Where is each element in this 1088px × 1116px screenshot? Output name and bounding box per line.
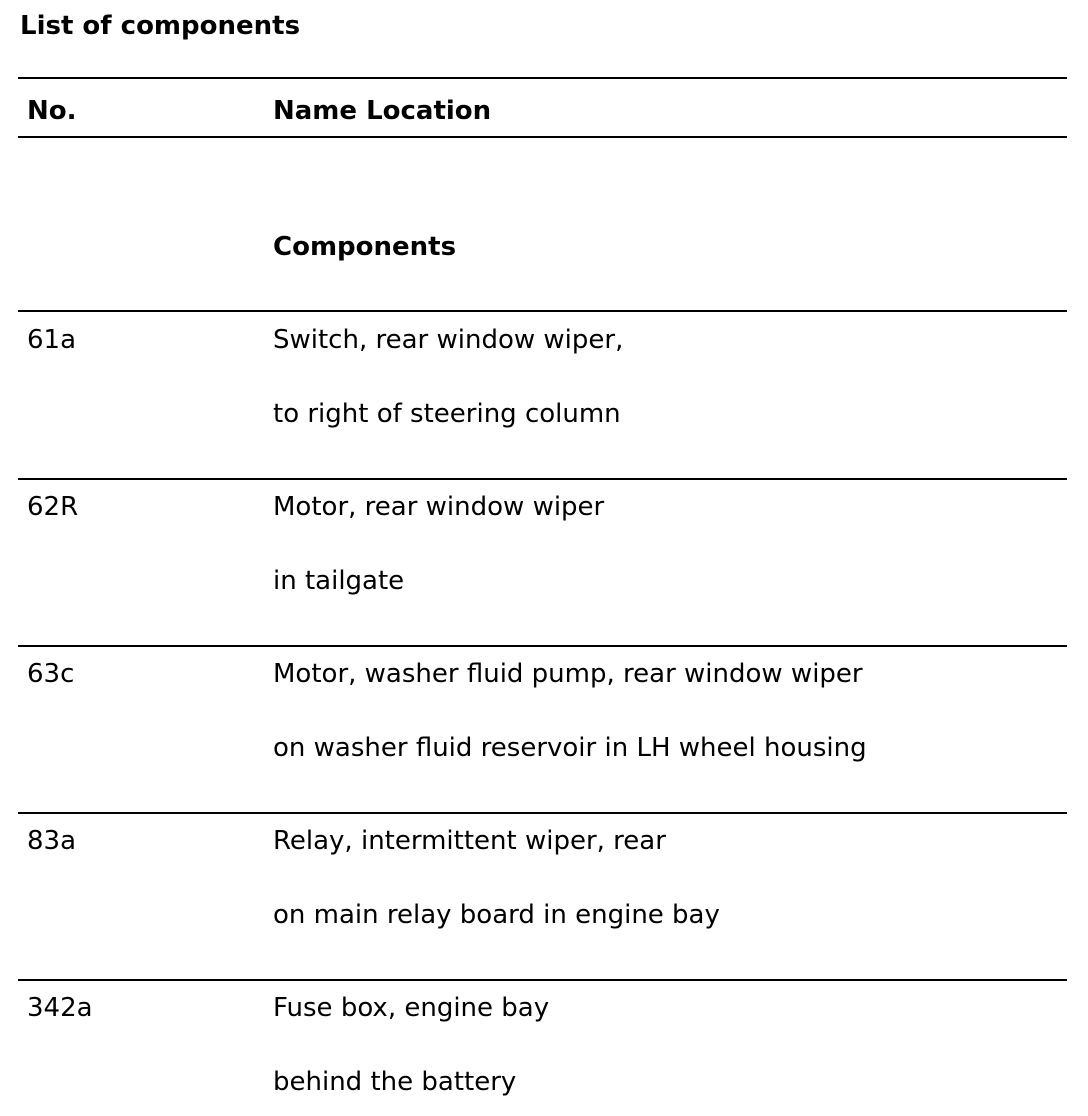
- page-title: List of components: [20, 11, 301, 41]
- component-location: in tailgate: [273, 566, 405, 596]
- row-divider: [18, 979, 1067, 981]
- component-location: on main relay board in engine bay: [273, 900, 720, 930]
- row-divider: [18, 478, 1067, 480]
- component-no: 83a: [27, 826, 77, 856]
- component-location: behind the battery: [273, 1067, 517, 1097]
- component-name: Motor, rear window wiper: [273, 492, 605, 522]
- section-heading: Components: [273, 232, 457, 262]
- component-no: 63c: [27, 659, 75, 689]
- component-name: Motor, washer fluid pump, rear window wiper: [273, 659, 863, 689]
- header-bottom-rule: [18, 136, 1067, 138]
- component-no: 62R: [27, 492, 79, 522]
- component-no: 342a: [27, 993, 93, 1023]
- component-no: 61a: [27, 325, 77, 355]
- component-location: to right of steering column: [273, 399, 621, 429]
- row-divider: [18, 310, 1067, 312]
- component-name: Relay, intermittent wiper, rear: [273, 826, 666, 856]
- row-divider: [18, 812, 1067, 814]
- header-name-location: Name Location: [273, 96, 492, 126]
- component-name: Switch, rear window wiper,: [273, 325, 624, 355]
- row-divider: [18, 645, 1067, 647]
- table-top-rule: [18, 77, 1067, 79]
- component-location: on washer fluid reservoir in LH wheel housing: [273, 733, 867, 763]
- component-name: Fuse box, engine bay: [273, 993, 550, 1023]
- header-no: No.: [27, 96, 77, 126]
